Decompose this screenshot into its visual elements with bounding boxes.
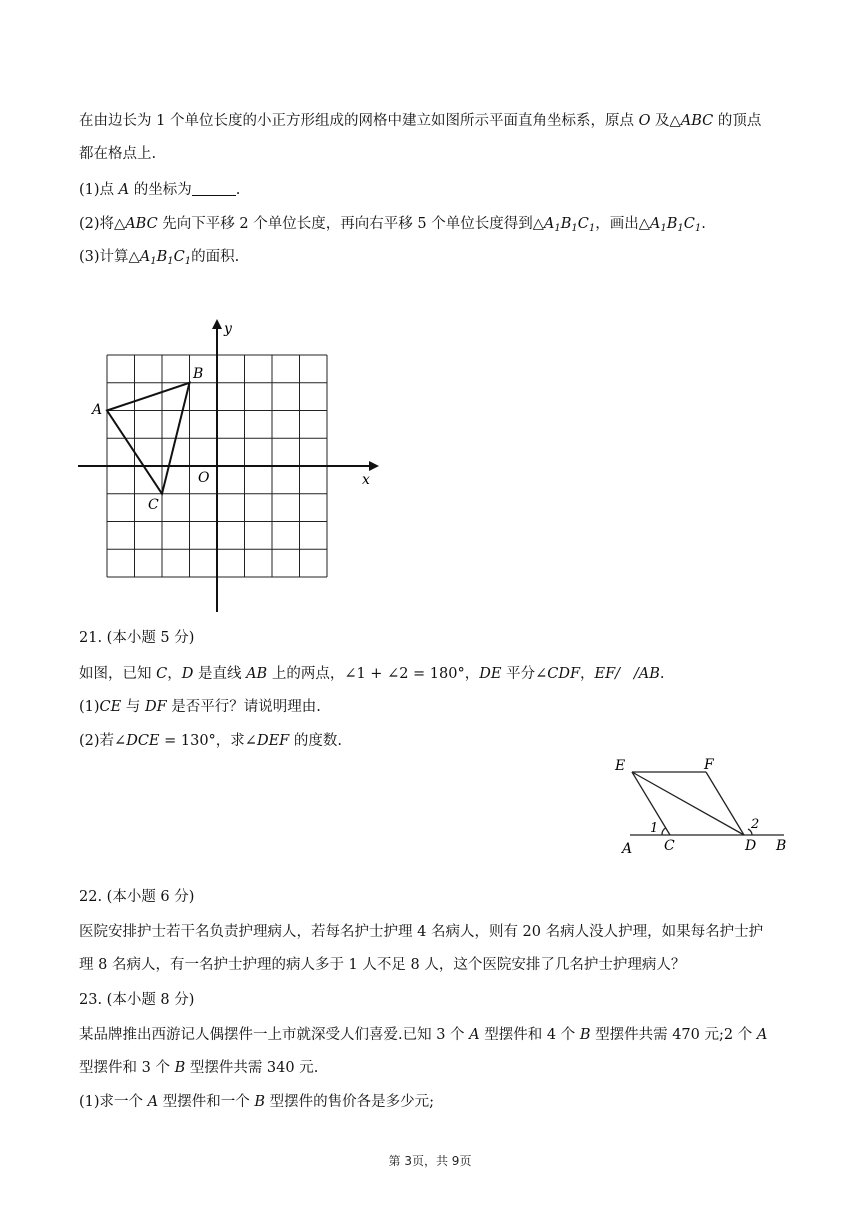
x-axis-arrow-icon [369, 461, 379, 471]
point-c-label: C [148, 497, 159, 513]
segment-ed [632, 772, 744, 835]
text: . [659, 666, 665, 682]
angle-1-arc [662, 828, 666, 835]
math: A [756, 1027, 768, 1043]
text: 上的两点，∠1 + ∠2 = 180°， [267, 666, 480, 682]
math: C [156, 666, 168, 682]
y-axis-label: y [224, 321, 232, 337]
t: C [683, 216, 695, 232]
t: 1 [588, 223, 596, 234]
text: 型摆件共需 340 元. [185, 1060, 319, 1076]
q22-line2: 理 8 名病人，有一名护士护理的病人多于 1 人不足 8 人，这个医院安排了几名护士护理病人？ [79, 957, 686, 973]
t: B [666, 216, 678, 232]
text: 型摆件和 3 个 [79, 1060, 175, 1076]
text: ， [167, 666, 182, 682]
text: 的顶点 [713, 113, 762, 129]
y-axis-arrow-icon [212, 319, 222, 329]
point-c-label: C [664, 838, 675, 854]
t: A [649, 216, 661, 232]
q23-part1 [79, 1092, 789, 1112]
q23-header: 23. (本小题 8 分) [79, 992, 195, 1008]
q22-header: 22. (本小题 6 分) [79, 889, 195, 905]
t: 1 [150, 256, 157, 267]
point-b-label: B [193, 366, 204, 382]
q20-intro-line2: 都在格点上. [79, 146, 157, 162]
text: . [701, 216, 706, 232]
point-d-label: D [745, 838, 757, 854]
axes [78, 326, 372, 612]
t: 1 [694, 223, 702, 234]
angle-2-label: 2 [751, 817, 760, 832]
t: 1 [660, 223, 667, 234]
angle-1-label: 1 [650, 821, 659, 836]
text: 先向下平移 2 个单位长度，再向右平移 5 个单位长度得到△ [157, 216, 544, 232]
math: DCE [126, 733, 160, 749]
q23-line1 [79, 1025, 789, 1045]
text: 是否平行？请说明理由. [166, 699, 321, 715]
page-footer: 第 3页，共 9页 [388, 1154, 472, 1168]
math: DE [479, 666, 502, 682]
math: D [181, 666, 194, 682]
text: 型摆件和一个 [158, 1094, 255, 1110]
text: 在由边长为 1 个单位长度的小正方形组成的网格中建立如图所示平面直角坐标系，原点 [79, 113, 639, 129]
t: 1 [554, 223, 561, 234]
point-a-label: A [622, 841, 633, 857]
math: CE [99, 699, 122, 715]
text: 及△ [650, 113, 681, 129]
math: DF [144, 699, 167, 715]
text: 型摆件和 4 个 [479, 1027, 580, 1043]
text: ，画出△ [595, 216, 650, 232]
q21-part1 [79, 697, 789, 717]
text: (3)计算△ [79, 249, 140, 265]
text: = 130°，求∠ [159, 733, 257, 749]
t: 1 [571, 223, 578, 234]
t: B [560, 216, 572, 232]
segment-fd [706, 772, 744, 835]
t: 1 [184, 256, 192, 267]
q22-line1: 医院安排护士若干名负责护理病人，若每名护士护理 4 名病人，则有 20 名病人没人护理，如果每名护士护 [79, 924, 764, 940]
math: CDF [547, 666, 581, 682]
t: A [543, 216, 555, 232]
text: 型摆件共需 470 元;2 个 [590, 1027, 757, 1043]
text: 的面积. [191, 249, 240, 265]
point-e-label: E [615, 758, 626, 774]
q21-header: 21. (本小题 5 分) [79, 630, 195, 646]
math: AB [246, 666, 268, 682]
text: 是直线 [193, 666, 247, 682]
text: (1) [79, 699, 100, 715]
math: A [469, 1027, 480, 1043]
text: 某品牌推出西游记人偶摆件一上市就深受人们喜爱.已知 3 个 [79, 1027, 470, 1043]
math: B [174, 1060, 186, 1076]
math-o: O [638, 113, 651, 129]
text: 的坐标为 [129, 182, 192, 198]
text: ， [580, 666, 595, 682]
origin-label: O [198, 470, 210, 486]
math-a: A [118, 182, 130, 198]
text: (2)将△ [79, 216, 126, 232]
q21-part2 [79, 731, 789, 751]
point-a-label: A [92, 402, 103, 418]
math: A [147, 1094, 159, 1110]
text: 型摆件的售价各是多少元; [265, 1094, 435, 1110]
text: (2)若∠ [79, 733, 127, 749]
text: (1)点 [79, 182, 119, 198]
math: DEF [256, 733, 290, 749]
t: A [139, 249, 151, 265]
text: 与 [121, 699, 145, 715]
q23-line2 [79, 1058, 789, 1078]
math: EF [594, 666, 616, 682]
math: AB [638, 666, 660, 682]
point-b-label: B [776, 838, 787, 854]
text: 如图，已知 [79, 666, 157, 682]
text: . [235, 182, 241, 198]
text: 平分∠ [501, 666, 548, 682]
math: B [254, 1094, 266, 1110]
t: 1 [677, 223, 684, 234]
q21-intro [79, 664, 789, 684]
math-abc: ABC [680, 113, 714, 129]
math: B [579, 1027, 591, 1043]
text: 的度数. [289, 733, 342, 749]
parallel-symbol: / / [615, 666, 639, 682]
t: C [577, 216, 589, 232]
t: 1 [167, 256, 174, 267]
text: (1)求一个 [79, 1094, 148, 1110]
t: C [173, 249, 185, 265]
point-f-label: F [704, 757, 714, 773]
t: B [156, 249, 168, 265]
math-abc: ABC [125, 216, 158, 232]
x-axis-label: x [362, 472, 370, 488]
